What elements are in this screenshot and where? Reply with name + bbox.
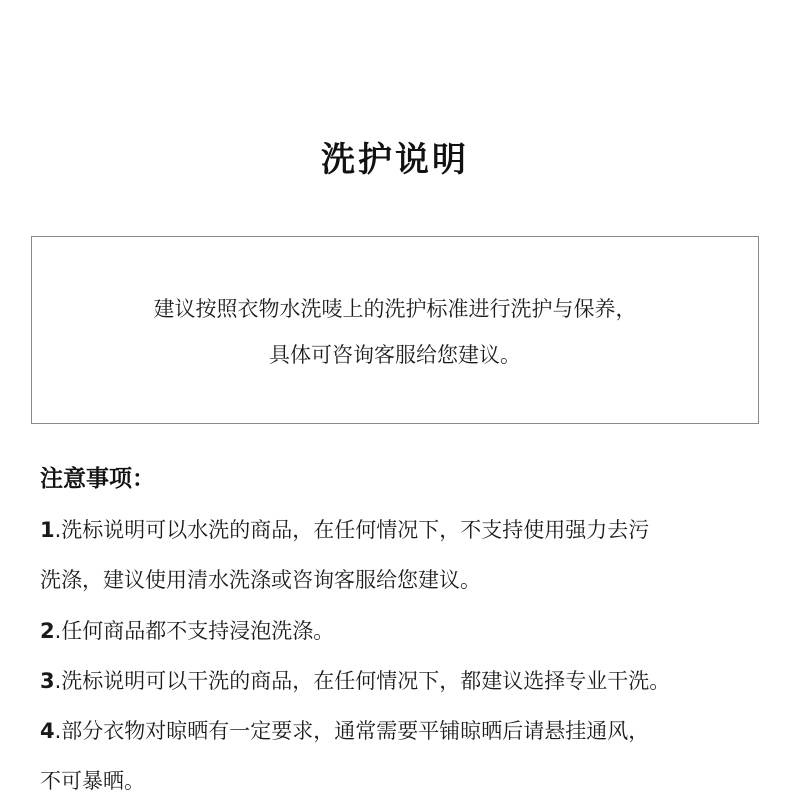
care-notice-line-2: 具体可咨询客服给您建议。 (269, 343, 521, 367)
note-item-3 (40, 665, 670, 697)
care-notice-box (31, 236, 759, 424)
note-item-1-continued: 洗涤，建议使用清水洗涤或咨询客服给您建议。 (40, 568, 481, 592)
note-number: 4 (40, 719, 55, 743)
note-item-4-continued: 不可暴晒。 (40, 769, 145, 793)
care-notice-line-1: 建议按照衣物水洗唛上的洗护标准进行洗护与保养， (153, 297, 637, 321)
note-item-2 (40, 615, 334, 647)
note-text: .任何商品都不支持浸泡洗涤。 (54, 619, 335, 643)
note-number: 3 (40, 669, 55, 693)
notes-heading: 注意事项： (40, 466, 155, 492)
note-number: 2 (40, 619, 55, 643)
note-number: 1 (40, 518, 55, 542)
note-item-1 (40, 514, 649, 546)
note-text: .洗标说明可以干洗的商品，在任何情况下，都建议选择专业干洗。 (54, 669, 671, 693)
note-text: .部分衣物对晾晒有一定要求，通常需要平铺晾晒后请悬挂通风， (54, 719, 650, 743)
page-title: 洗护说明 (321, 140, 469, 180)
note-item-4 (40, 715, 649, 747)
note-text: .洗标说明可以水洗的商品，在任何情况下，不支持使用强力去污 (54, 518, 650, 542)
